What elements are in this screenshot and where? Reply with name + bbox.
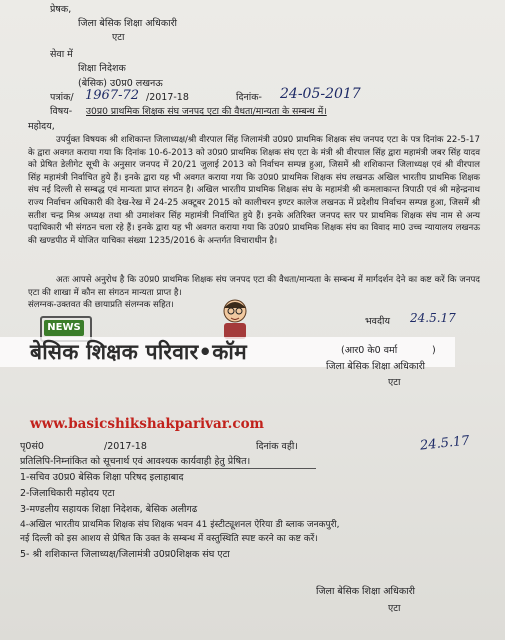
sender-label: प्रेषक, — [50, 4, 72, 15]
copy-item-2: 2-जिलाधिकारी महोदय एटा — [20, 488, 115, 499]
salutation: महोदय, — [28, 121, 55, 132]
recipient-name: शिक्षा निदेशक — [78, 63, 126, 74]
subject-text: उ0प्र0 प्राथमिक शिक्षक संघ जनपद एटा की वैधता/मान्यता के सम्बन्ध में। — [86, 106, 327, 117]
officer-place: एटा — [388, 377, 401, 388]
copy-item-4: 4-अखिल भारतीय प्राथमिक शिक्षक संघ शिक्षक भवन 41 इंस्टीट्यूशनल ऐरिया डी ब्लाक जनकपुरी, — [20, 520, 340, 530]
date-label: दिनांक- — [236, 92, 262, 103]
copy-item-4-continued: नई दिल्ली को इस आशय से प्रेषित कि उक्त के सम्बन्ध में वस्तुस्थिति स्पष्ट करने का कष्ट करें। — [20, 534, 318, 544]
enclosure-note: संलग्नक-उक्तवत की छायाप्रति संलग्नक सहित। — [28, 300, 174, 310]
sender-place: एटा — [112, 32, 125, 43]
copy-date: दिनांक वही। — [256, 441, 298, 452]
subject-label: विषय- — [50, 106, 73, 117]
officer-name-suffix: ) — [432, 345, 436, 356]
copy-intro: प्रतिलिपि-निम्नांकित को सूचनार्थ एवं आवश्यक कार्यवाही हेतु प्रेषित। — [20, 456, 251, 467]
copy-item-1: 1-सचिव उ0प्र0 बेसिक शिक्षा परिषद इलाहाबाद — [20, 472, 184, 483]
teacher-cartoon-icon — [212, 296, 258, 340]
copy-patrank: पृ0सं0 — [20, 441, 44, 452]
patrank-handwritten: 1967-72 — [85, 88, 140, 103]
body-paragraph-1: उपर्युक्त विषयक श्री शशिकान्त जिलाध्यक्ष/श्री वीरपाल सिंह जिलामंत्री उ0प्र0 प्राथमिक शिक्षक संघ जनपद एटा के पत्र दिनांक 22-5-17 के द्वारा अवगत कराया गया कि दिनांक 10-6-2013 को उ0प्र0 प्राथमिक शिक्षक संघ एटा के मंत्री श्री वीरपाल सिंह द्वारा महामंत्री जबर सिंह यादव को प्रेषित डेलीगेट सूची के अनुसार जनपद में 20/21 जुलाई 2013 को निर्वाचन सम्पन्न हुआ, जिसमें श्री शशिकान्त जिलाध्यक्ष एवं श्री वीरपाल सिंह महामंत्री निर्वाचित हुये हैं। इनके द्वारा यह भी अवगत कराया गया कि उ0प्र0 प्राथमिक शिक्षक संघ लखनऊ अखिल भारतीय प्राथमिक शिक्षक संघ नई दिल्ली से सम्बद्ध एवं मान्यता प्राप्त संगठन है। अखिल भारतीय प्राथमिक शिक्षक संघ के महामंत्री श्री कमलाकान्त त्रिपाठी एवं श्री महेन्द्रनाथ राज्य निर्वाचन अधिकारी की देख-रेख में 24-25 अक्टूबर 2015 को कालीचरन इण्टर कालेज लखनऊ में प्रदेशीय निर्वाचन सम्पन्न हुआ, जिसमें श्री सतीश चन्द्र मिश्र अध्यक्ष तथा श्री उमाशंकर सिंह महामंत्री निर्वाचित हुये हैं। इनके अतिरिक्त जनपद स्तर पर प्राथमिक शिक्षक संघ नाम से अन्य पदाधिकारी भी संगठन चला रहे हैं। इनके द्वारा यह भी अवगत कराया गया कि उ0प्र0 प्राथमिक शिक्षक संघ का विवाद मा0 उच्च न्यायालय लखनऊ की खण्डपीठ में योजित याचिका संख्या 1235/2016 के अन्तर्गत विचाराधीन है। — [28, 135, 480, 246]
news-badge: NEWS — [44, 320, 84, 336]
copy-intro-underline — [20, 468, 316, 469]
copy-patrank-suffix: /2017-18 — [104, 441, 147, 452]
copy-item-3: 3-मण्डलीय सहायक शिक्षा निदेशक, बेसिक अलीगढ — [20, 504, 198, 515]
recipient-dept: (बेसिक) उ0प्र0 लखनऊ — [78, 78, 163, 89]
signature-handwritten: 24.5.17 — [410, 311, 456, 325]
body-paragraph-2: अतः आपसे अनुरोध है कि उ0प्र0 प्राथमिक शिक्षक संघ जनपद एटा की वैधता/मान्यता के सम्बन्ध में मार्गदर्शन देने का कष्ट करें कि जनपद एटा की शाखा में कौन सा संगठन मान्यता प्राप्त है। — [28, 275, 480, 298]
sender-name: जिला बेसिक शिक्षा अधिकारी — [78, 18, 177, 29]
to-label: सेवा में — [50, 49, 73, 60]
footer-officer-title: जिला बेसिक शिक्षा अधिकारी — [316, 586, 415, 597]
officer-title: जिला बेसिक शिक्षा अधिकारी — [326, 361, 425, 372]
watermark-url: www.basicshikshakparivar.com — [30, 416, 264, 432]
footer-officer-place: एटा — [388, 603, 401, 614]
patrank-suffix: /2017-18 — [146, 92, 189, 103]
patrank-label: पत्रांक/ — [50, 92, 74, 103]
copy-date-handwritten: 24.5.17 — [419, 433, 471, 454]
watermark-title: बेसिक शिक्षक परिवार•कॉम — [30, 340, 247, 364]
officer-name-prefix: (आर0 के0 वर्मा — [341, 345, 398, 356]
copy-item-5: 5- श्री शशिकान्त जिलाध्यक्ष/जिलामंत्री उ0प्र0शिक्षक संघ एटा — [20, 549, 230, 560]
date-handwritten: 24-05-2017 — [280, 86, 361, 102]
bhavdiya-label: भवदीय — [365, 316, 390, 327]
